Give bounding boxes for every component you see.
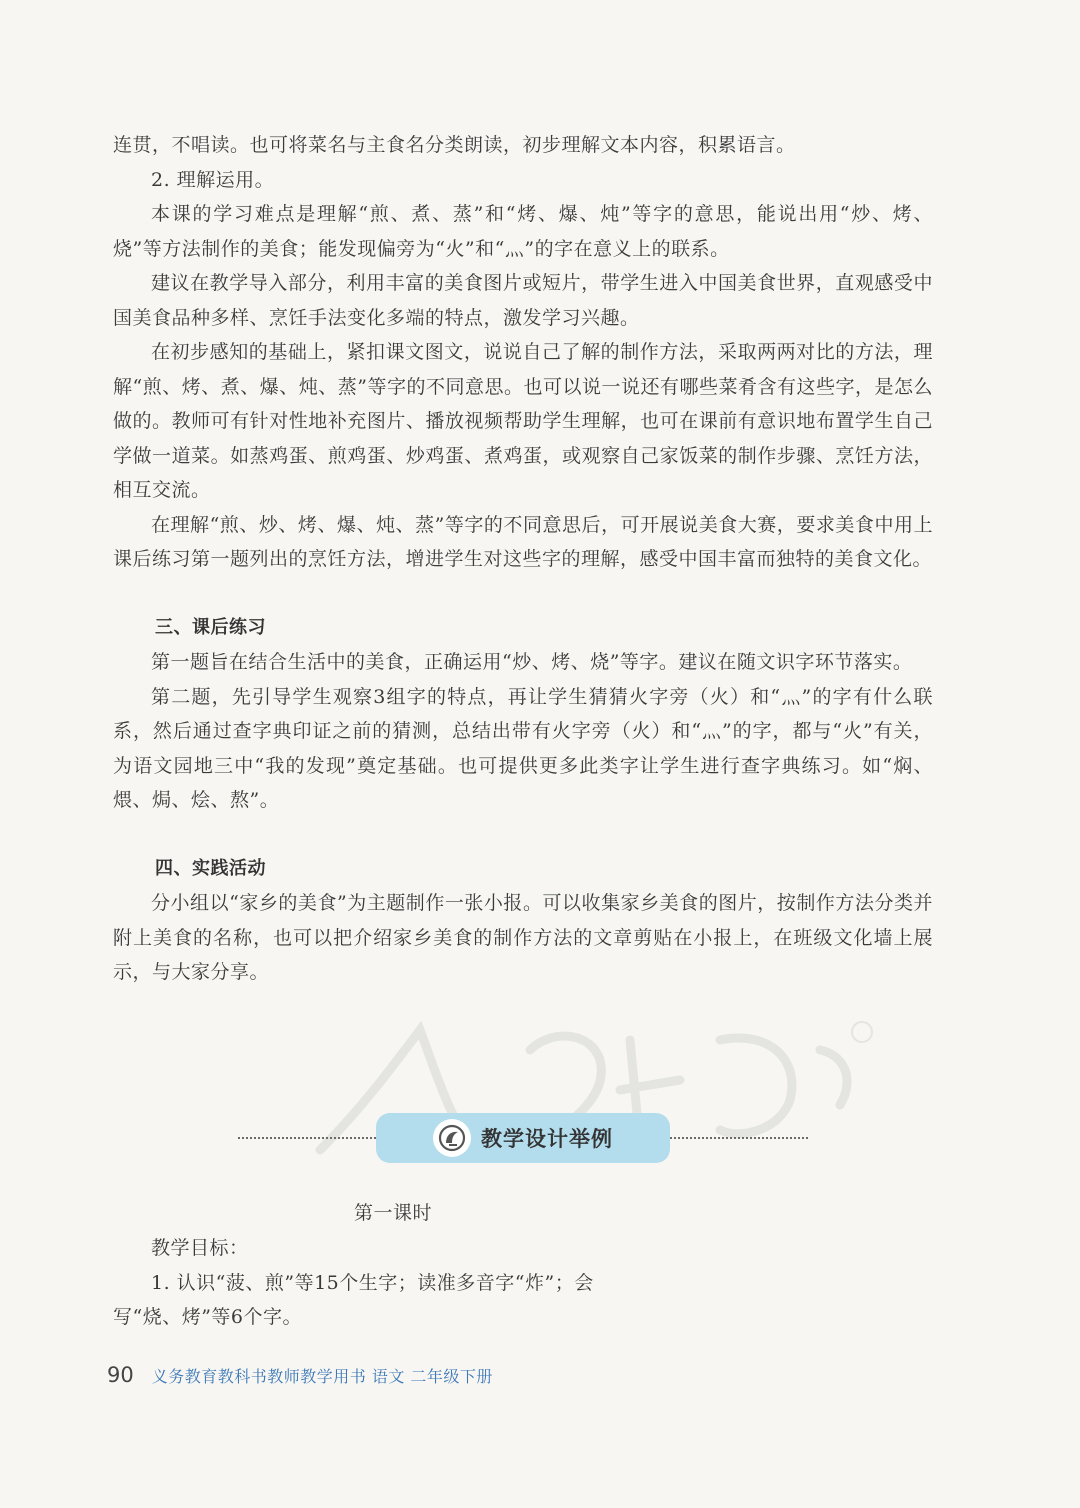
paragraph-continued: 连贯，不唱读。也可将菜名与主食名分类朗读，初步理解文本内容，积累语言。 bbox=[113, 134, 796, 156]
paragraph-food-contest: 在理解“煎、炒、烤、爆、炖、蒸”等字的不同意思后，可开展说美食大赛，要求美食中用上课后练习第一题列出的烹饪方法，增进学生对这些字的理解，感受中国丰富而独特的美食文化。 bbox=[113, 513, 933, 570]
section-banner bbox=[238, 1113, 808, 1163]
lesson-label-block bbox=[354, 1196, 1080, 1231]
paragraph-exercise-1: 第一题旨在结合生活中的美食，正确运用“炒、烤、烧”等字。建议在随文识字环节落实。 bbox=[151, 651, 913, 673]
page-footer bbox=[107, 1360, 493, 1390]
paragraph-exercise-2: 第二题，先引导学生观察3组字的特点，再让学生猜猜火字旁（火）和“灬”的字有什么联系，然后通过查字典印证之前的猜测，总结出带有火字旁（火）和“灬”的字，都与“火”有关，为语文园地三中“我的发现”奠定基础。也可提供更多此类字让学生进行查字典练习。如“焖、煨、焗、烩、熬”。 bbox=[113, 685, 933, 811]
paragraph-practice: 分小组以“家乡的美食”为主题制作一张小报。可以收集家乡美食的图片，按制作方法分类并附上美食的名称，也可以把介绍家乡美食的制作方法的文章剪贴在小报上，在班级文化墙上展示，与大家分享。 bbox=[113, 892, 933, 983]
goals-label: 教学目标： bbox=[151, 1237, 249, 1259]
banner-dotted-line-left bbox=[238, 1137, 376, 1139]
paragraph-intro-suggestion: 建议在教学导入部分，利用丰富的美食图片或短片，带学生进入中国美食世界，直观感受中国美食品种多样、烹饪手法变化多端的特点，激发学习兴趣。 bbox=[113, 272, 933, 329]
subheading-understand-apply: 2. 理解运用。 bbox=[151, 168, 275, 191]
teaching-goals bbox=[113, 1231, 933, 1335]
section-heading-exercises: 三、课后练习 bbox=[155, 616, 266, 638]
lesson-label: 第一课时 bbox=[354, 1202, 433, 1224]
goal-1-line-2: 写“烧、烤”等6个字。 bbox=[113, 1306, 303, 1328]
main-text bbox=[113, 128, 933, 990]
banner-title: 教学设计举例 bbox=[481, 1127, 613, 1151]
paragraph-difficulty: 本课的学习难点是理解“煎、煮、蒸”和“烤、爆、炖”等字的意思，能说出用“炒、烤、烧”等方法制作的美食；能发现偏旁为“火”和“灬”的字在意义上的联系。 bbox=[113, 203, 933, 260]
paragraph-comparison: 在初步感知的基础上，紧扣课文图文，说说自己了解的制作方法，采取两两对比的方法，理解“煎、烤、煮、爆、炖、蒸”等字的不同意思。也可以说一说还有哪些菜肴含有这些字，是怎么做的。教师可有针对性地补充图片、播放视频帮助学生理解，也可在课前有意识地布置学生自己学做一道菜。如蒸鸡蛋、煎鸡蛋、炒鸡蛋、煮鸡蛋，或观察自己家饭菜的制作步骤、烹饪方法，相互交流。 bbox=[113, 341, 933, 501]
banner-dotted-line-right bbox=[670, 1137, 808, 1139]
goal-1-line-1: 1. 认识“菠、煎”等15个生字；读准多音字“炸”；会 bbox=[151, 1271, 594, 1294]
book-title: 义务教育教科书教师教学用书 语文 二年级下册 bbox=[151, 1366, 493, 1386]
banner-box bbox=[376, 1113, 670, 1163]
page-number: 90 bbox=[107, 1363, 134, 1387]
section-heading-practice: 四、实践活动 bbox=[155, 857, 266, 879]
publisher-logo-icon bbox=[433, 1119, 471, 1157]
